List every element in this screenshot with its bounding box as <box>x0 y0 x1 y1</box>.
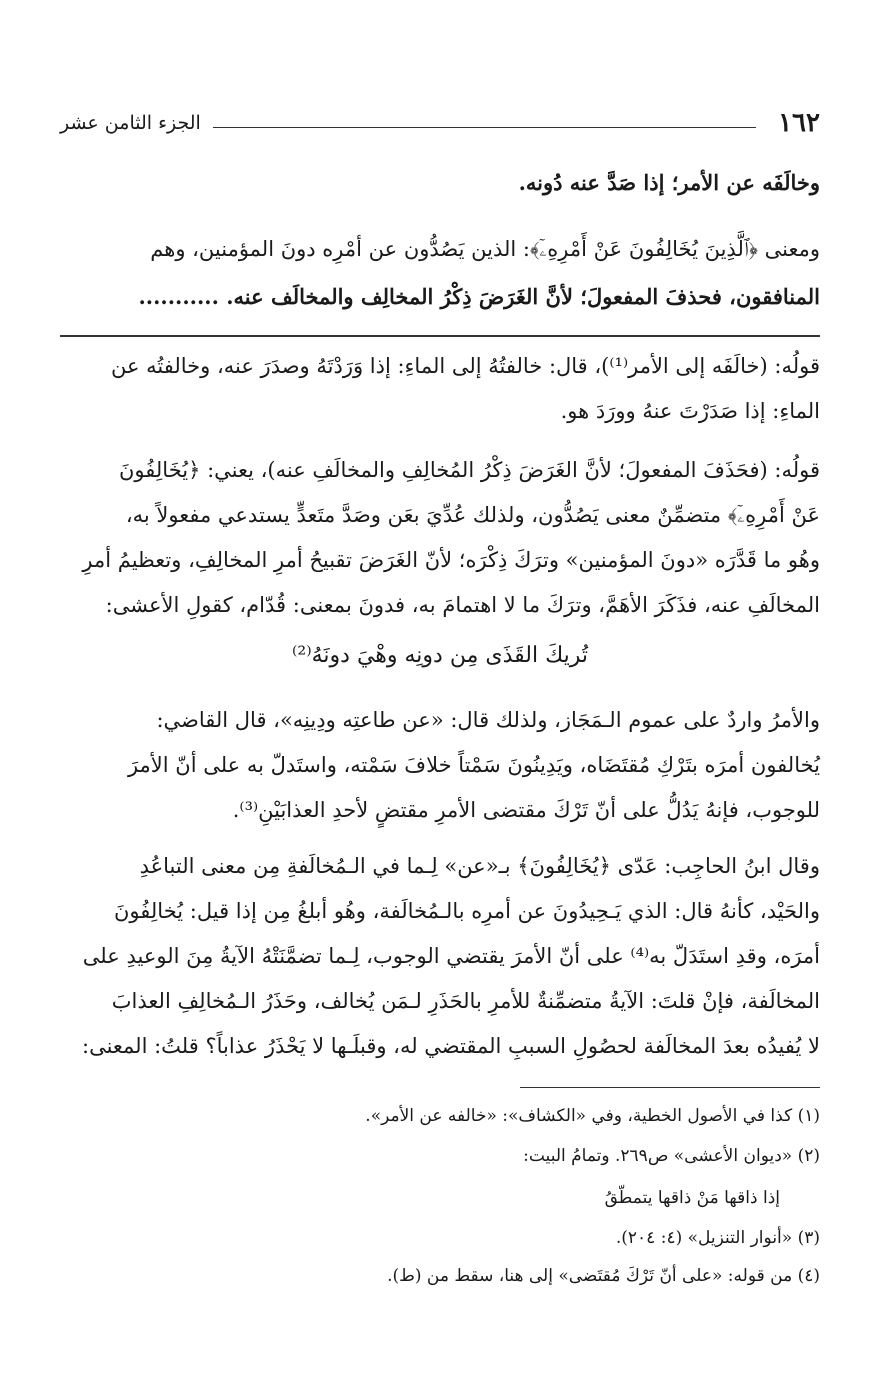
footnote-2-verse: إذا ذاقها مَنْ ذاقها يتمطّقُ <box>604 1188 780 1208</box>
verse-text: تُريكَ القَذَى مِن دونِه وهْيَ دونَهُ <box>311 643 588 668</box>
commentary-line: وقال ابنُ الحاجِب: عَدّى ﴿يُخَالِفُونَ﴾ بـ«عن» لِـما في الـمُخالَفةِ مِن معنى التباعُدِ <box>139 854 820 878</box>
footnote-3: (٣) «أنوار التنزيل» (٤: ٢٠٤). <box>615 1228 820 1248</box>
commentary-line: أمرَه، وقدِ استَدَلّ به⁽⁴⁾ على أنّ الأمرَ يقتضي الوجوب، لِـما تضمَّنَتْهُ الآيةُ مِنَ الوعيدِ على <box>82 944 820 968</box>
commentary-line: والحَيْد، كأنهُ قال: الذي يَـحِيدُونَ عن أمرِه بالـمُخالَفة، وهُو أبلغُ مِن إذا قيل: يُخالِفُونَ <box>114 899 820 923</box>
book-page <box>60 0 820 1396</box>
commentary-line: الماءِ: إذا صَدَرْتَ عنهُ وورَدَ هو. <box>560 399 820 423</box>
commentary-line: عَنْ أَمْرِهِۦٓ﴾ متضمِّنٌ معنى يَصُدُّون، ولذلك عُدِّيَ بعَن وصَدَّ متَعدٍّ يستدعي مفعولاً به، <box>125 503 820 527</box>
footnote-2: (٢) «ديوان الأعشى» ص٢٦٩. وتمامُ البيت: <box>523 1146 820 1166</box>
commentary-line: المخالَفة، فإنْ قلتَ: الآيةُ متضمِّنةٌ للأمرِ بالحَذَرِ لـمَن يُخالف، وحَذَرُ الـمُخالِفِ العذابَ <box>111 989 820 1013</box>
main-text-line: ومعنى ﴿ٱلَّذِينَ يُخَالِفُونَ عَنْ أَمْرِهِۦٓ﴾: الذين يَصُدُّون عن أمْرِه دونَ المؤمنين، وهم <box>150 237 820 261</box>
commentary-line: للوجوب، فإنهُ يَدُلُّ على أنّ تَرْكَ مقتضى الأمرِ مقتضٍ لأحدِ العذابَيْنِ⁽³⁾. <box>232 798 820 822</box>
commentary-line: يُخالفون أمرَه بتَرْكِ مُقتَضَاه، ويَدِينُونَ سَمْتاً خلافَ سَمْته، واستَدلّ به على أنّ الأمرَ <box>127 753 820 777</box>
page-number: ١٦٢ <box>778 108 820 138</box>
commentary-line: قولُه: (فحَذَفَ المفعولَ؛ لأنَّ الغَرَضَ ذِكْرُ المُخالِفِ والمخالَفِ عنه)، يعني: ﴿يُخَالِفُونَ <box>119 458 820 482</box>
commentary-line: المخالَفِ عنه، فذَكَرَ الأهَمَّ، وترَكَ ما لا اهتمامَ به، فدونَ بمعنى: قُدّام، كقولِ الأعشى: <box>105 593 820 617</box>
footnote-4: (٤) من قوله: «على أنّ تَرْكَ مُقتَضى» إلى هنا، سقط من (ط). <box>387 1266 820 1286</box>
footnote-1: (١) كذا في الأصول الخطية، وفي «الكشاف»: «خالفه عن الأمر». <box>365 1106 820 1126</box>
main-text-line: المنافقون، فحذفَ المفعولَ؛ لأنَّ الغَرَضَ ذِكْرُ المخالِف والمخالَف عنه. ........... <box>138 284 820 309</box>
footnote-divider <box>520 1087 820 1088</box>
main-text-line: وخالَفَه عن الأمر؛ إذا صَدَّ عنه دُونه. <box>518 170 820 195</box>
verse-line <box>60 643 820 668</box>
page-header <box>60 108 820 138</box>
main-text-divider <box>60 335 820 337</box>
commentary-line: قولُه: (خالَفَه إلى الأمر⁽¹⁾)، قال: خالفتُهُ إلى الماءِ: إذا وَرَدْتَهُ وصدَرَ عنه، وخالفتُه عن <box>110 354 820 378</box>
commentary-line: والأمرُ واردٌ على عموم الـمَجَاز، ولذلك قال: «عن طاعتِه ودِينِه»، قال القاضي: <box>156 708 820 732</box>
running-title: الجزء الثامن عشر <box>60 112 201 134</box>
commentary-line: لا يُفيدُه بعدَ المخالَفة لحصُولِ السببِ المقتضي له، وقبلَـها لا يَحْذَرُ عذاباً؟ قلتُ: المعنى: <box>82 1034 820 1058</box>
commentary-line: وهُو ما قَدَّرَه «دونَ المؤمنين» وترَكَ ذِكْرَه؛ لأنّ الغَرَضَ تقبيحُ أمرِ المخالِفِ، وتعظيمُ أمرِ <box>82 548 820 572</box>
header-rule <box>213 127 756 128</box>
verse-note: ⁽²⁾ <box>291 643 312 668</box>
